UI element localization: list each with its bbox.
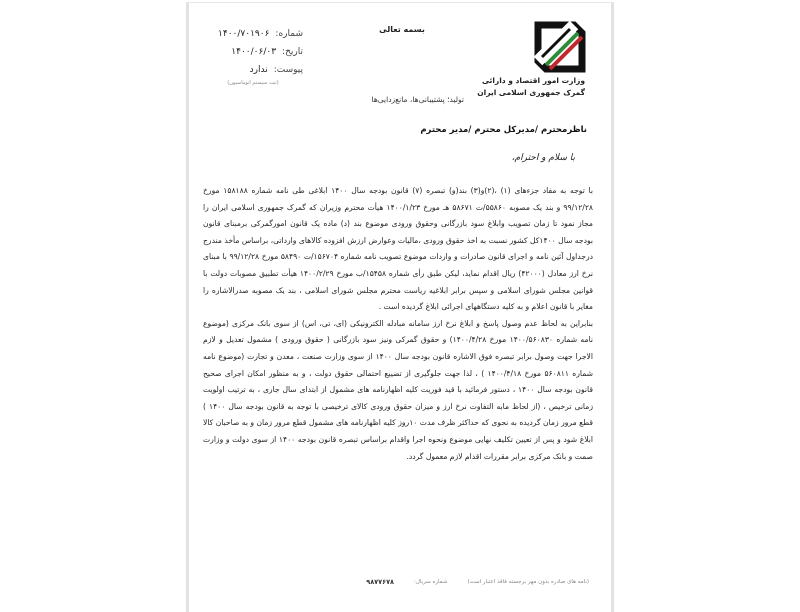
attachment-row xyxy=(203,61,303,79)
invocation-heading: بسمه تعالی xyxy=(379,25,425,34)
attachment-label: پیوست: xyxy=(273,65,303,75)
ministry-block xyxy=(465,75,585,99)
customs-name: گمرک جمهوری اسلامی ایران xyxy=(477,88,585,97)
attachment-value: ندارد xyxy=(249,65,268,75)
ministry-name: وزارت امور اقتصاد و دارائی xyxy=(481,76,585,85)
document-page xyxy=(186,2,614,612)
footer-note: (نامه های صادره بدون مهر برجسته فاقد اعتبار است) xyxy=(467,579,589,585)
letter-date-value: ۱۴۰۰/۰۶/۰۳ xyxy=(231,47,277,57)
letter-body xyxy=(203,183,593,465)
letter-date-label: تاریخ: xyxy=(282,47,303,57)
letter-meta xyxy=(203,25,303,79)
body-paragraph-1: با توجه به مفاد جزءهای (۱) ،(۲)و(۳) بند(و) تبصره (۷) قانون بودجه سال ۱۴۰۰ ابلاغی طی نامه شماره ۱۵۸۱۸۸ مورخ ۹۹/۱۲/۲۸ و بند یک مصوبه ۵۵۸۶۰/ت ۵۸۶۷۱ هـ مورخ ۱۴۰۰/۱/۲۳ هیأت محترم وزیران که گمرک جمهوری اسلامی ایران را مجاز نمود تا زمان تصویب وابلاغ سود بازرگانی وحقوق ورودی موضوع بند (د) ماده یک قانون امورگمرکی برمبنای قانون بودجه سال ۱۴۰۰کل کشور نسبت به اخذ حقوق ورودی ،مالیات وعوارض ارزش افزوده کالاهای وارداتی، براساس مأخذ مندرج درجداول آئین نامه و اجرای قانون صادرات و واردات موضوع تصویب نامه شماره ۱۵۶۷۰۴/ت ۵۸۴۹۰ مورخ ۹۹/۱۲/۲۸ با مبنای نرخ ارز معادل (۴۲۰۰۰) ریال اقدام نماید، لیکن طبق رأی شماره ۱۵۴۵۸/ب مورخ ۱۴۰۰/۲/۲۹ هیأت تطبیق مصوبات دولت با قوانین مجلس شورای اسلامی و سپس برابر ابلاغیه ریاست محترم مجلس شورای اسلامی ، بند یک مصوبه صدرالاشاره را مغایر با قانون اعلام و به کلیه دستگاههای اجرائی ابلاغ گردیده است . xyxy=(203,186,593,312)
letter-number-value: ۱۴۰۰/۷۰۱۹۰۶ xyxy=(218,29,270,39)
letter-recipient: ناظرمحترم /مدیرکل محترم /مدیر محترم xyxy=(420,125,587,135)
customs-logo-icon xyxy=(534,21,586,73)
letter-salutation: با سلام و احترام، xyxy=(511,153,575,163)
letter-subject: تولید؛ پشتیبانی‌ها، مانع‌زدایی‌ها xyxy=(371,95,464,104)
letter-date-row xyxy=(203,43,303,61)
letter-number-label: شماره: xyxy=(275,29,303,39)
meta-note: (ثبت سیستم اتوماسیون) xyxy=(227,80,279,86)
serial-label: شماره سریال: xyxy=(414,579,448,585)
letter-footer xyxy=(219,578,589,586)
body-paragraph-2: بنابراین به لحاظ عدم وصول پاسخ و ابلاغ نرخ ارز سامانه مبادله الکترونیکی (ای، تی، اس) از سوی بانک مرکزی (موضوع نامه شماره ۱۴۰۰/۵۶۰۸۳۰ مورخ ۱۴۰۰/۴/۲۸) و حقوق گمرکی ونیز سود بازرگانی ( حقوق ورودی ) مشمول تعدیل و لازم الاجرا جهت وصول برابر تبصره فوق الاشاره قانون بودجه سال ۱۴۰۰ از سوی وزارت صنعت ، معدن و تجارت (موضوع نامه شماره ۵۶۰۸۱۱ مورخ ۱۴۰۰/۴/۱۸ ) ، لذا جهت جلوگیری از تضییع احتمالی حقوق دولت ، و به منظور امکان اجرای صحیح قانون بودجه سال ۱۴۰۰ ، دستور فرمائید با قید فوریت کلیه اظهارنامه های مشمول از ابتدای سال جاری ، به ترتیب اولویت زمانی ترخیص ، (از لحاظ مابه التفاوت نرخ ارز و میزان حقوق ورودی کالای ترخیصی با توجه به قانون بودجه سال ۱۴۰۰ ) قطع مرور زمان گردیده به نحوی که حداکثر ظرف مدت ۱۰روز کلیه اظهارنامه های مشمول قطع مرور زمان و به صاحبان کالا ابلاغ شود و پس از تعیین تکلیف نهایی موضوع ونحوه اجرا واقدام براساس تبصره قانون بودجه ۱۴۰۰ از سوی دولت و وزارت صمت و بانک مرکزی برابر مقررات اقدام لازم معمول گردد. xyxy=(203,318,594,461)
letter-number-row xyxy=(203,25,303,43)
serial-value: ۹۸۷۷۶۷۸ xyxy=(366,578,395,586)
customs-logo xyxy=(534,21,586,73)
